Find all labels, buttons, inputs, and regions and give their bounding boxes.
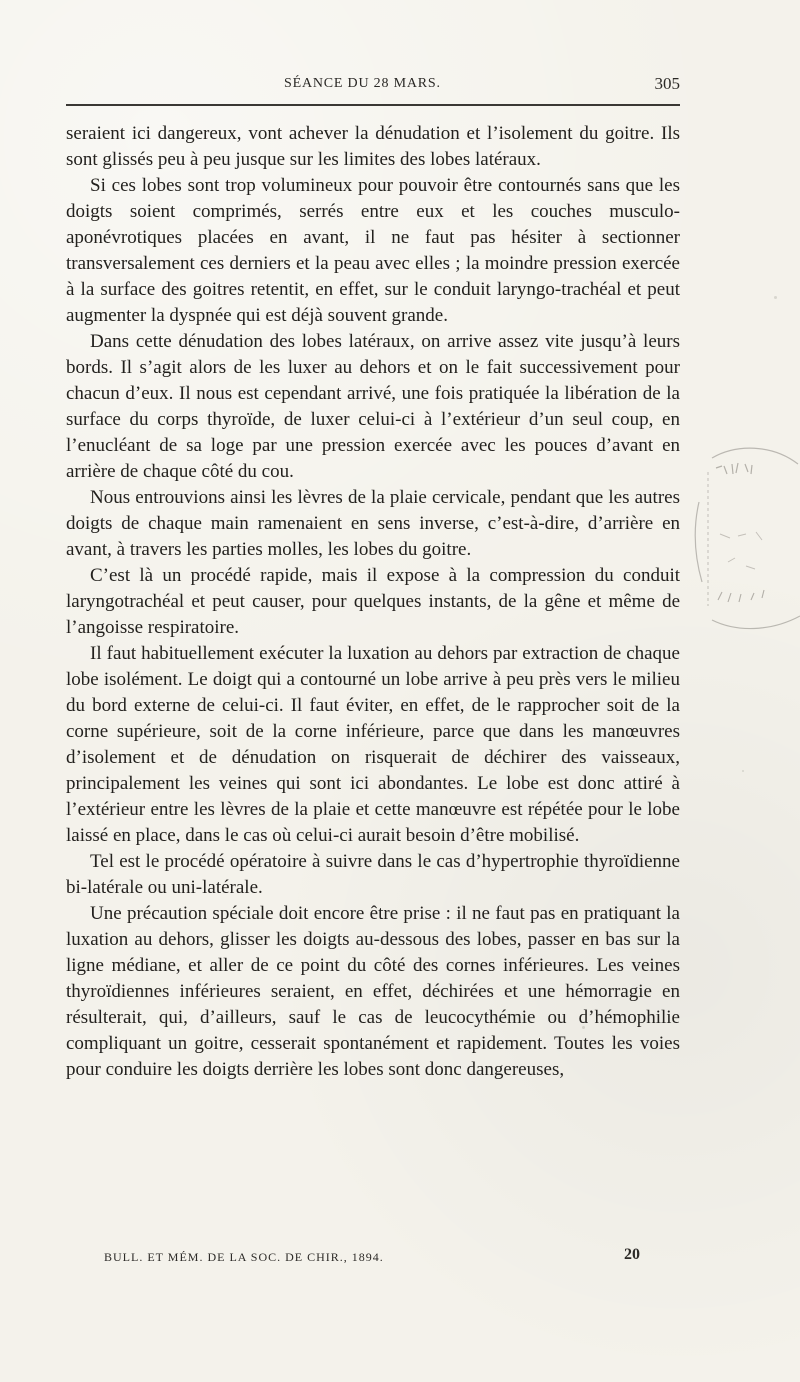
paper-speck-2 [742,770,744,772]
journal-reference: BULL. ET MÉM. DE LA SOC. DE CHIR., 1894. [104,1250,384,1264]
running-title: SÉANCE DU 28 MARS. [284,76,441,91]
page-header [66,74,680,96]
paragraph-1: seraient ici dangereux, vont achever la dénudation et l’isolement du goitre. Ils sont glissés peu à peu jusque sur les limites des lobes latéraux. [66,123,680,170]
page-number: 305 [654,74,680,93]
paragraph-2: Si ces lobes sont trop volumineux pour pouvoir être contournés sans que les doigts soient comprimés, serrés entre eux et les couches musculo-aponévrotiques placées en avant, il ne faut pas hésiter à sectionner transversalement ces derniers et la peau avec elles ; la moindre pression exercée à la surface des goitres retentit, en effet, sur le conduit laryngo-trachéal et peut augmenter la dyspnée qui est déjà souvent grande. [66,175,680,326]
paragraph-4: Nous entrouvions ainsi les lèvres de la plaie cervicale, pendant que les autres doigts de chaque main ramenaient en sens inverse, c’est-à-dire, d’arrière en avant, à travers les parties molles, les lobes du goitre. [66,487,680,560]
header-rule [66,104,680,106]
paragraph-8: Une précaution spéciale doit encore être prise : il ne faut pas en pratiquant la luxation au dehors, glisser les doigts au-dessous des lobes, passer en bas sur la ligne médiane, et aller de ce point du côté des cornes inférieures. Les veines thyroïdiennes inférieures seraient, en effet, déchirées et une hémorragie en résulterait, qui, d’ailleurs, sauf le cas de leucocythémie ou d’hémophilie compliquant un goitre, cesserait spontanément et rapidement. Toutes les voies pour conduire les doigts derrière les lobes sont donc dangereuses, [66,903,680,1080]
paragraph-3: Dans cette dénudation des lobes latéraux, on arrive assez vite jusqu’à leurs bords. Il s’agit alors de les luxer au dehors et on le fait successivement pour chacun d’eux. Il nous est cependant arrivé, une fois pratiquée la libération de la surface du corps thyroïde, de luxer celui-ci à l’extérieur d’un seul coup, en l’enucléant de sa loge par une pression exercée avec les pouces d’avant en arrière de chaque côté du cou. [66,331,680,482]
paragraph-5: C’est là un procédé rapide, mais il expose à la compression du conduit laryngotrachéal et peut causer, pour quelques instants, de la gêne et même de l’angoisse respiratoire. [66,565,680,638]
paper-speck-3 [582,1026,585,1029]
paragraph-6: Il faut habituellement exécuter la luxation au dehors par extraction de chaque lobe isolément. Le doigt qui a contourné un lobe arrive à peu près vers le milieu du bord externe de celui-ci. Il faut éviter, en effet, de le rapprocher soit de la corne supérieure, soit de la corne inférieure, parce que dans les manœuvres d’isolement et de dénudation on risquerait de déchirer des vaisseaux, principalement les veines qui sont ici abondantes. Le lobe est donc attiré à l’extérieur entre les lèvres de la plaie et cette manœuvre est répétée pour le lobe laissé en place, dans le cas où celui-ci aurait besoin d’être mobilisé. [66,643,680,846]
paper-speck-1 [774,296,777,299]
paper-speck-5 [438,706,440,708]
signature-mark: 20 [624,1246,640,1263]
paragraph-7: Tel est le procédé opératoire à suivre dans le cas d’hypertrophie thyroïdienne bi-latérale ou uni-latérale. [66,851,680,898]
page-footer [104,1246,640,1270]
library-stamp-icon [690,444,800,632]
body-text [66,121,680,1083]
paper-speck-4 [120,836,122,838]
